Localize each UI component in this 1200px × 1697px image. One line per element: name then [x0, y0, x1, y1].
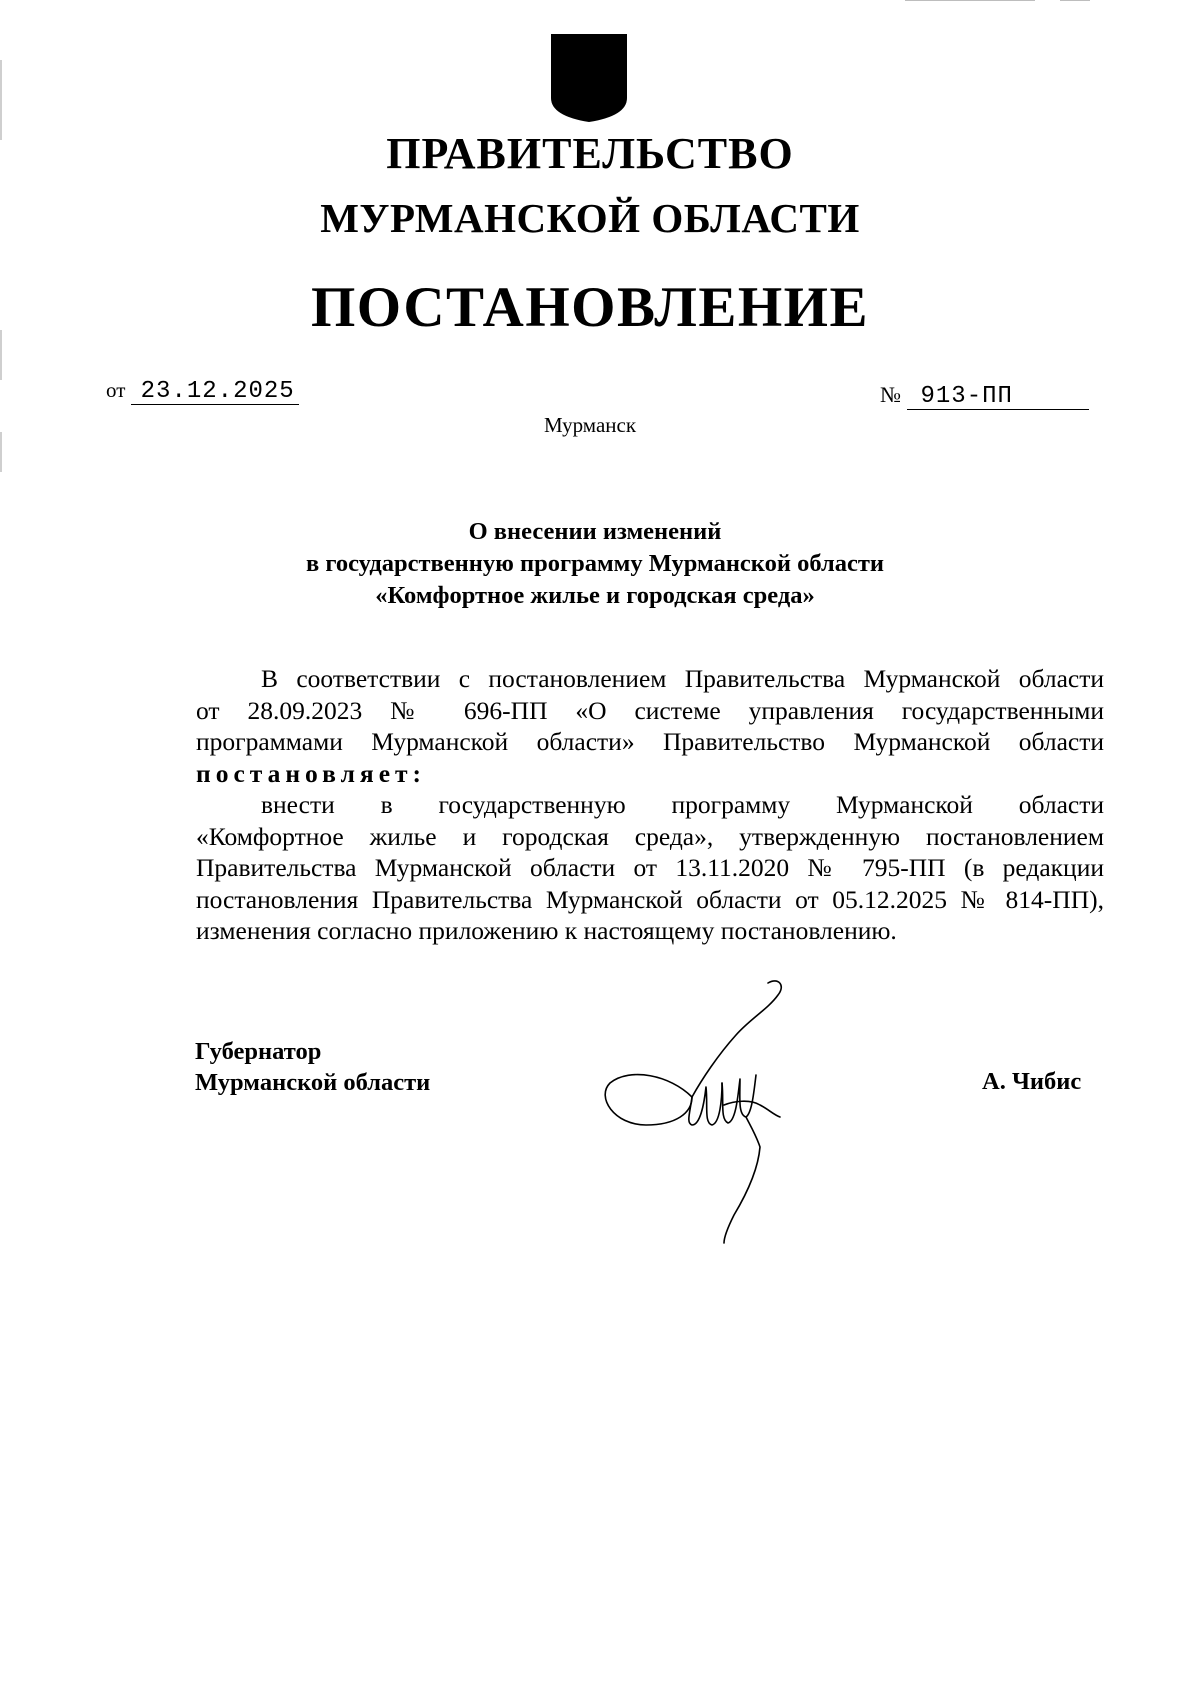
coat-of-arms-emblem-icon: [549, 32, 629, 124]
resolution-keyword: постановляет:: [196, 758, 427, 788]
title-line: в государственную программу Мурманской области: [306, 550, 884, 577]
title-line: О внесении изменений: [468, 518, 722, 545]
body-line: от 28.09.2023 № 696-ПП «О системе управления государственными: [196, 695, 1104, 725]
body-line: Правительства Мурманской области от 13.11.2020 № 795-ПП (в редакции: [196, 853, 1104, 882]
scan-edge-mark: [905, 0, 1035, 1]
number-value: 913-ПП: [907, 385, 1089, 410]
document-body: [196, 663, 1104, 947]
position-line: Мурманской области: [195, 1069, 431, 1096]
number-field: [880, 382, 1089, 410]
org-name-line2: МУРМАНСКОЙ ОБЛАСТИ: [320, 195, 860, 241]
body-line: постановления Правительства Мурманской области от 05.12.2025 № 814-ПП),: [196, 884, 1104, 914]
body-line: В соответствии с постановлением Правительства Мурманской области: [261, 664, 1104, 693]
org-name-line1: ПРАВИТЕЛЬСТВО: [386, 129, 794, 178]
date-value: 23.12.2025: [131, 380, 299, 405]
position-line: Губернатор: [195, 1038, 322, 1065]
city-name: Мурманск: [543, 413, 637, 437]
document-title: [0, 516, 1190, 612]
date-field: [106, 378, 299, 405]
number-prefix: №: [880, 382, 901, 407]
signatory-name: А. Чибис: [982, 1068, 1082, 1095]
body-line: «Комфортное жилье и городская среда», утвержденную постановлением: [196, 821, 1104, 851]
title-line: «Комфортное жилье и городская среда»: [375, 582, 815, 609]
document-type: ПОСТАНОВЛЕНИЕ: [310, 276, 870, 339]
handwritten-signature-icon: [600, 975, 840, 1245]
body-line: изменения согласно приложению к настоящему постановлению.: [196, 916, 897, 945]
scan-edge-mark: [0, 432, 2, 472]
scan-edge-mark: [1060, 0, 1090, 1]
body-line: программами Мурманской области» Правительство Мурманской области: [196, 727, 1104, 756]
date-prefix: от: [106, 378, 126, 402]
body-line: внести в государственную программу Мурманской области: [261, 790, 1104, 819]
signatory-position: [195, 1036, 430, 1098]
